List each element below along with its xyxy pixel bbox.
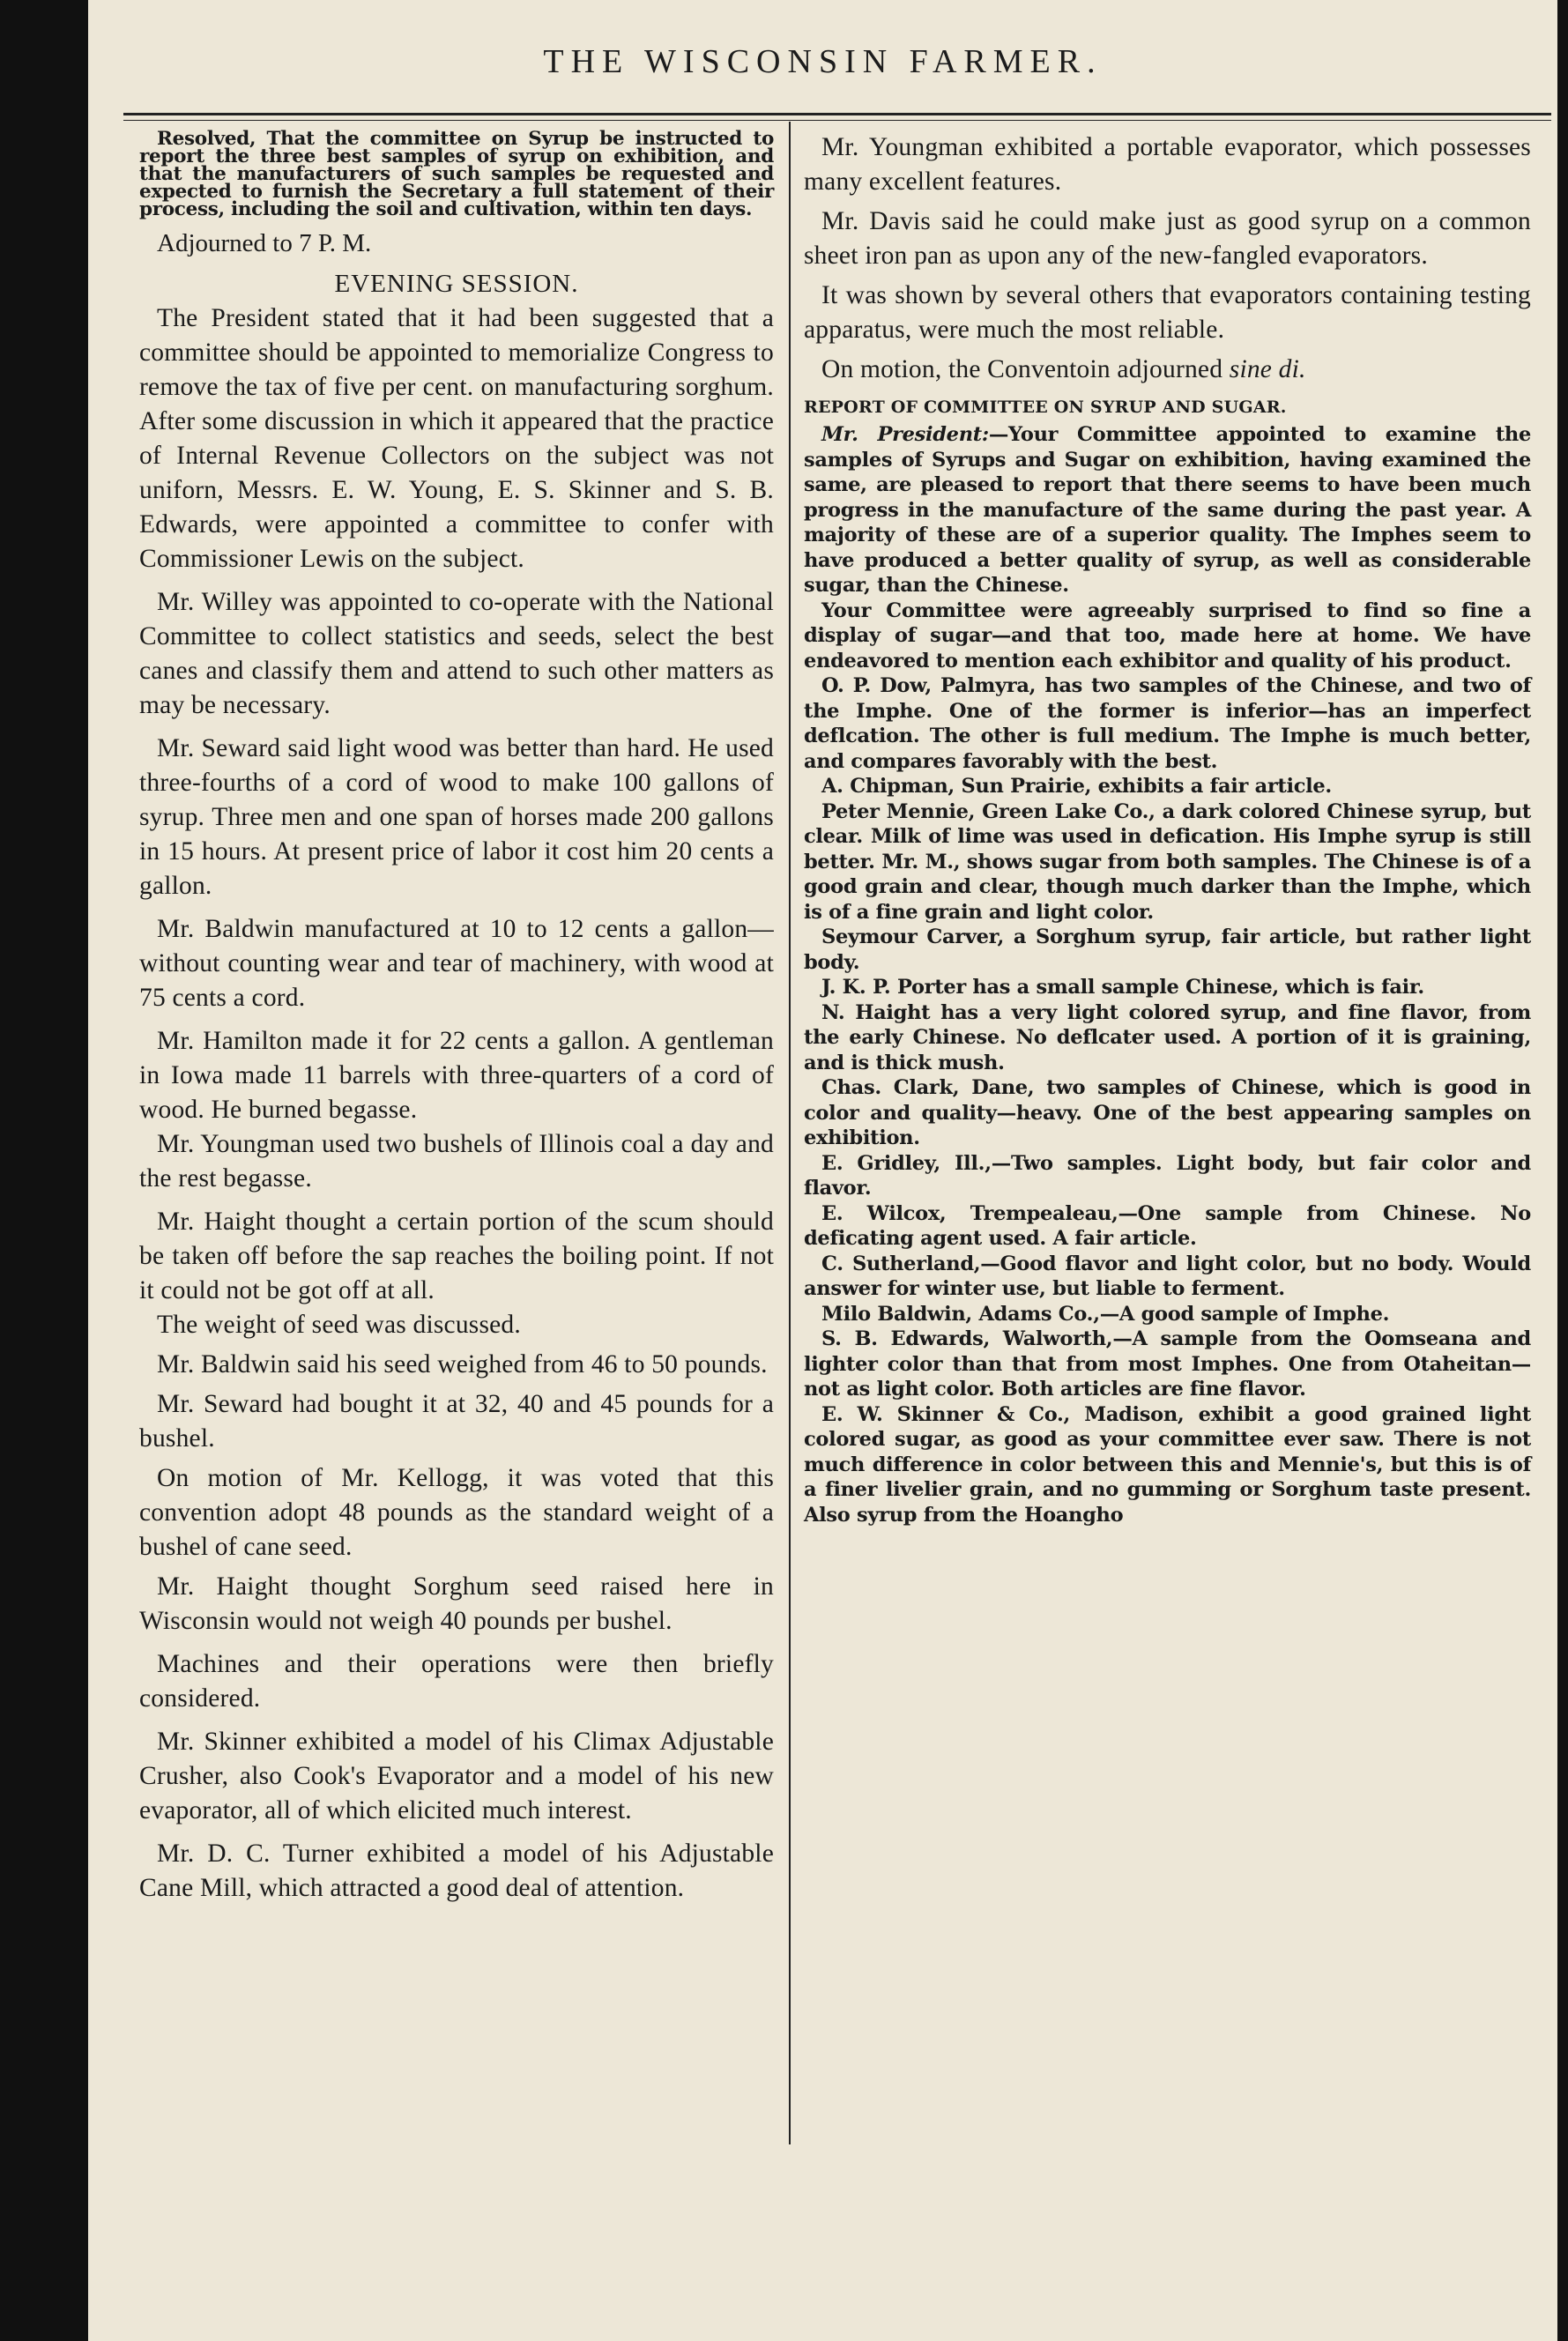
paragraph: Mr. Haight thought Sorghum seed raised here in Wisconsin would not weigh 40 pounds per bushel. bbox=[139, 1572, 774, 1635]
paragraph: Mr. Baldwin manufactured at 10 to 12 cents a gallon—without counting wear and tear of machinery, with wood at 75 cents a cord. bbox=[139, 915, 774, 1012]
report-paragraph: Your Committee were agreeably surprised to find so fine a display of sugar—and that too, made here at home. We have endeavored to mention each exhibitor and quality of his product. bbox=[804, 598, 1531, 673]
paragraph: Mr. Hamilton made it for 22 cents a gallon. A gentleman in Iowa made 11 barrels with three-quarters of a cord of wood. He burned begasse. bbox=[139, 1027, 774, 1124]
scan-border-left bbox=[0, 0, 88, 2341]
paragraph: Mr. Skinner exhibited a model of his Climax Adjustable Crusher, also Cook's Evaporator and a model of his new evaporator, all of which elicited much interest. bbox=[139, 1728, 774, 1824]
paragraph: The weight of seed was discussed. bbox=[157, 1311, 521, 1339]
left-column bbox=[139, 130, 774, 1906]
evening-session-heading: EVENING SESSION. bbox=[334, 270, 579, 298]
report-paragraph: Seymour Carver, a Sorghum syrup, fair article, but rather light body. bbox=[804, 925, 1531, 974]
report-opening bbox=[804, 422, 1531, 598]
paragraph: On motion of Mr. Kellogg, it was voted that this convention adopt 48 pounds as the standard weight of a bushel of cane seed. bbox=[139, 1464, 774, 1561]
masthead-rule-thin bbox=[123, 120, 1551, 121]
report-paragraph: E. W. Skinner & Co., Madison, exhibit a good grained light colored sugar, as good as your committee ever saw. There is not much difference in color between this and Mennie's, but this is of a finer livelier grain, and no gumming or Sorghum taste present. Also syrup from the Hoangho bbox=[804, 1402, 1531, 1527]
report-paragraph: J. K. P. Porter has a small sample Chinese, which is fair. bbox=[821, 976, 1424, 999]
report-paragraph: S. B. Edwards, Walworth,—A sample from the Oomseana and lighter color than that from most Imphes. One from Otaheitan—not as light color. Both articles are fine flavor. bbox=[804, 1327, 1531, 1401]
report-paragraph: C. Sutherland,—Good flavor and light color, but no body. Would answer for winter use, but liable to ferment. bbox=[804, 1252, 1531, 1300]
report-paragraph: A. Chipman, Sun Prairie, exhibits a fair article. bbox=[821, 775, 1332, 798]
report-paragraph: Peter Mennie, Green Lake Co., a dark colored Chinese syrup, but clear. Milk of lime was used in defication. His Imphe syrup is still better. Mr. M., shows sugar from both samples. The Chinese is of a good grain and clear, though much darker than the Imphe, which is of a fine grain and light color. bbox=[804, 799, 1531, 924]
report-paragraph: N. Haight has a very light colored syrup, and fine flavor, from the early Chinese. No deflcater used. A portion of it is graining, and is thick mush. bbox=[804, 1000, 1531, 1074]
report-heading: REPORT OF COMMITTEE ON SYRUP AND SUGAR. bbox=[804, 398, 1287, 417]
masthead-title: THE WISCONSIN FARMER. bbox=[543, 43, 1103, 80]
report-paragraph: Milo Baldwin, Adams Co.,—A good sample of Imphe. bbox=[821, 1302, 1390, 1326]
scan-border-right bbox=[1557, 0, 1568, 2341]
masthead-rule-thick bbox=[123, 113, 1551, 115]
report-paragraph: E. Gridley, Ill.,—Two samples. Light body, but fair color and flavor. bbox=[804, 1151, 1531, 1200]
motion-italic: sine di. bbox=[1229, 355, 1306, 383]
motion-paragraph bbox=[804, 353, 1531, 387]
paragraph: Mr. D. C. Turner exhibited a model of his Adjustable Cane Mill, which attracted a good deal of attention. bbox=[139, 1839, 774, 1902]
report-paragraph: O. P. Dow, Palmyra, has two samples of the Chinese, and two of the Imphe. One of the former is inferior—has an imperfect deflcation. The other is full medium. The Imphe is much better, and compares favorably with the best. bbox=[804, 674, 1531, 773]
adjourned-line: Adjourned to 7 P. M. bbox=[157, 229, 372, 257]
paragraph: Mr. Willey was appointed to co-operate with the National Committee to collect statistics and seeds, select the best canes and classify them and attend to such other matters as may be necessary. bbox=[139, 588, 774, 719]
paragraph: It was shown by several others that evaporators containing testing apparatus, were much the most reliable. bbox=[804, 281, 1531, 344]
motion-text: On motion, the Conventoin adjourned bbox=[821, 355, 1230, 383]
paragraph: Mr. Youngman exhibited a portable evaporator, which possesses many excellent features. bbox=[804, 133, 1531, 196]
column-divider bbox=[789, 122, 791, 2144]
salutation: Mr. President: bbox=[821, 423, 989, 446]
newspaper-page bbox=[88, 0, 1557, 2341]
paragraph: Machines and their operations were then briefly considered. bbox=[139, 1650, 774, 1713]
paragraph: Mr. Baldwin said his seed weighed from 46 to 50 pounds. bbox=[157, 1350, 768, 1379]
report-paragraph: E. Wilcox, Trempealeau,—One sample from Chinese. No deficating agent used. A fair article. bbox=[804, 1201, 1531, 1250]
resolution-text: Resolved, That the committee on Syrup be instructed to report the three best samples of syrup on exhibition, and that the manufacturers of such samples be requested and expected to furnish the Secretary a full statement of their process, including the soil and cultivation, within ten days. bbox=[139, 128, 774, 220]
paragraph: Mr. Haight thought a certain portion of the scum should be taken off before the sap reaches the boiling point. If not it could not be got off at all. bbox=[139, 1208, 774, 1304]
report-opening-text: —Your Committee appointed to examine the samples of Syrups and Sugar on exhibition, having examined the same, are pleased to report that there seems to have been much progress in the manufacture of the same during the past year. A majority of these are of a superior quality. The Imphes seem to have produced a better quality of syrup, as well as considerable sugar, than the Chinese. bbox=[804, 423, 1531, 597]
paragraph: Mr. Seward said light wood was better than hard. He used three-fourths of a cord of wood to make 100 gallons of syrup. Three men and one span of horses made 200 gallons in 15 hours. At present price of labor it cost him 20 cents a gallon. bbox=[139, 734, 774, 900]
paragraph: Mr. Seward had bought it at 32, 40 and 45 pounds for a bushel. bbox=[139, 1390, 774, 1453]
paragraph: Mr. Davis said he could make just as good syrup on a common sheet iron pan as upon any of the new-fangled evaporators. bbox=[804, 207, 1531, 270]
paragraph: The President stated that it had been suggested that a committee should be appointed to memorialize Congress to remove the tax of five per cent. on manufacturing sorghum. After some discussion in which it appeared that the practice of Internal Revenue Collectors on the subject was not uniforn, Messrs. E. W. Young, E. S. Skinner and S. B. Edwards, were appointed a committee to confer with Commissioner Lewis on the subject. bbox=[139, 304, 774, 573]
report-paragraph: Chas. Clark, Dane, two samples of Chinese, which is good in color and quality—heavy. One of the best appearing samples on exhibition. bbox=[804, 1076, 1531, 1149]
paragraph: Mr. Youngman used two bushels of Illinois coal a day and the rest begasse. bbox=[139, 1130, 774, 1193]
right-column bbox=[804, 130, 1531, 1527]
